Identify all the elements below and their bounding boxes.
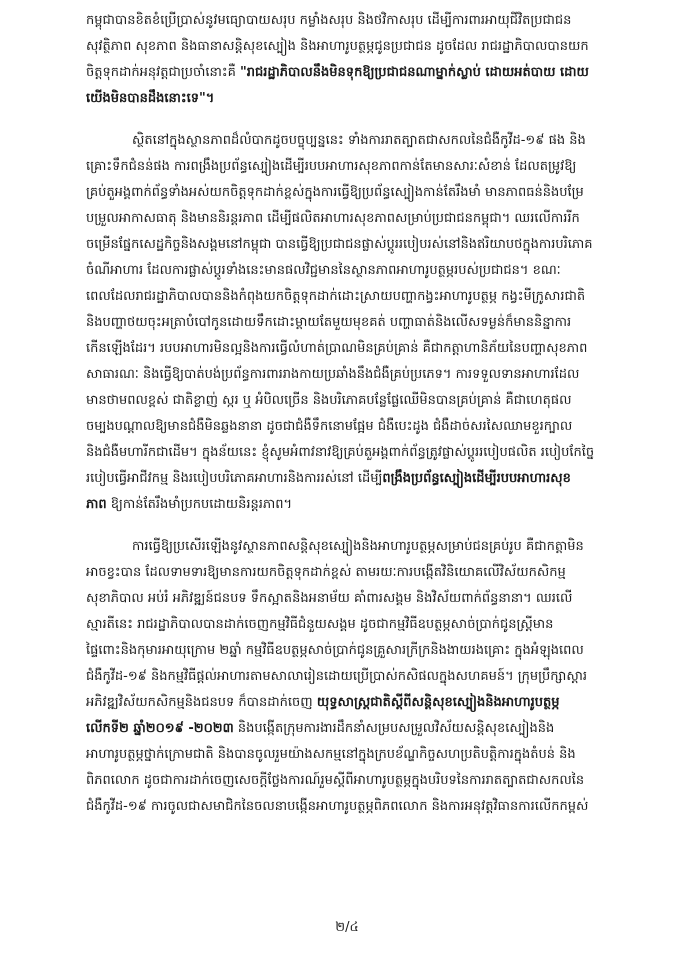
page-number: ២/៤ bbox=[335, 920, 359, 935]
text-line: ការធ្វើឱ្យប្រសើរឡើងនូវស្ថានភាពសន្តិសុខស្បៀងនិងអាហារូបត្ថម្ភសម្រាប់ជនគ្រប់រូប គឺជាកត្តាមិន bbox=[132, 539, 584, 554]
text-line: គ្រប់តួអង្គពាក់ព័ន្ធទាំងអស់យកចិត្តទុកដាក់ខ្ពស់ក្នុងការធ្វើឱ្យប្រព័ន្ធស្បៀងកាន់តែរឹងមាំ មានភាពធន់និងបម្រែ bbox=[86, 185, 584, 200]
text-line: ផ្ទៃពោះនិងកុមារអាយុក្រោម ២ឆ្នាំ កម្មវិធីឧបត្ថម្ភសាច់ប្រាក់ជូនគ្រួសារក្រីក្រនិងងាយរងគ្រោះ ក្នុងអំឡុងពេល bbox=[86, 643, 584, 658]
text-line: និងជំងឺមហារីកជាដើម។ ក្នុងន័យនេះ ខ្ញុំសូមអំពាវនាវឱ្យគ្រប់តួអង្គពាក់ព័ន្ធត្រូវផ្លាស់ប្តូររបៀបផលិត របៀបកែច្នៃ bbox=[86, 445, 595, 460]
text-run: ចិត្តទុកដាក់អនុវត្តជាប្រចាំនោះគឺ bbox=[86, 65, 236, 80]
text-line: អាហារូបត្ថម្ភថ្នាក់ក្រោមជាតិ និងបានចូលរួមយ៉ាងសកម្មនៅក្នុងក្របខ័ណ្ឌកិច្ចសហប្រតិបត្តិការក្នុងតំបន់ និង bbox=[86, 747, 576, 762]
paragraph-1 bbox=[86, 8, 644, 112]
text-line: ចម្រើនផ្នែកសេដ្ឋកិច្ចនិងសង្គមនៅកម្ពុជា បានធ្វើឱ្យប្រជាជនផ្លាស់ប្តូររបៀបរស់នៅនិងឥរិយាបថក្នុងការបរិភោគ bbox=[86, 237, 593, 252]
text-line: មានថាមពលខ្ពស់ ជាតិខ្លាញ់ ស្ករ ឬ អំបិលច្រើន និងបរិភោគបន្លែផ្លែឈើមិនបានគ្រប់គ្រាន់ គឺជាហេតុផល bbox=[86, 393, 572, 408]
quoted-statement-end: យើងមិនបានដឹងនោះទេ"។ bbox=[86, 91, 215, 106]
text-run: អភិវឌ្ឍវិស័យកសិកម្មនិងជនបទ ក៏បានដាក់ចេញ bbox=[86, 695, 313, 710]
text-line bbox=[86, 716, 644, 742]
emphasis-text: ពង្រឹងប្រព័ន្ធស្បៀងដើម្បីរបបអាហារសុខ bbox=[382, 471, 571, 486]
text-line: បម្រួលអាកាសធាតុ និងមាននិរន្តរភាព ដើម្បីផលិតអាហារសុខភាពសម្រាប់ប្រជាជនកម្ពុជា។ ឈរលើការរីក bbox=[86, 211, 580, 226]
text-line: ចំណីអាហារ ដែលការផ្លាស់ប្តូរទាំងនេះមានផលវិជ្ជមាននៃស្ថានភាពអាហារូបត្ថម្ភរបស់ប្រជាជន។ ខណៈ bbox=[86, 263, 561, 278]
text-line: សុខាភិបាល អប់រំ អភិវឌ្ឍន៍ជនបទ ទឹកស្អាតនិងអនាម័យ គាំពារសង្គម និងវិស័យពាក់ព័ន្ធនានា។ ឈរលើ bbox=[86, 591, 573, 606]
text-line: ជំងឺកូវីដ-១៩ និងកម្មវិធីផ្តល់អាហារតាមសាលារៀនដោយប្រើប្រាស់កសិផលក្នុងសហគមន៍។ ក្រុមប្រឹក្សាស្តារ bbox=[86, 669, 587, 684]
text-line: ចម្បងបណ្តាលឱ្យមានជំងឺមិនឆ្លងនានា ដូចជាជំងឺទឹកនោមផ្អែម ជំងឺបេះដូង ជំងឺដាច់សរសៃឈាមខួរក្បាល bbox=[86, 419, 573, 434]
text-line: ស្មារតីនេះ រាជរដ្ឋាភិបាលបានដាក់ចេញកម្មវិធីជំនួយសង្គម ដូចជាកម្មវិធីឧបត្ថម្ភសាច់ប្រាក់ជូនស្ត្រីមាន bbox=[86, 617, 554, 632]
text-line: កម្ពុជាបានខិតខំប្រើប្រាស់នូវមធ្យោបាយសរុប កម្លាំងសរុប និងថវិកាសរុប ដើម្បីការពារអាយុជីវិតប្រជាជន bbox=[86, 13, 572, 28]
text-line: ស្ថិតនៅក្នុងស្ថានភាពដ៏លំបាកដូចបច្ចុប្បន្ននេះ ទាំងការរាតត្បាតជាសកលនៃជំងឺកូវីដ-១៩ ផង និង bbox=[132, 133, 586, 148]
text-line: ជំងឺកូវីដ-១៩ ការចូលជាសមាជិកនៃចលនាបង្កើនអាហារូបត្ថម្ភពិភពលោក និងការអនុវត្តវិធានការលើកកម្ពស់ bbox=[86, 799, 589, 814]
strategy-title: យុទ្ធសាស្ត្រជាតិស្តីពីសន្តិសុខស្បៀងនិងអាហារូបត្ថម្ភ bbox=[316, 695, 560, 710]
text-line: កើនឡើងដែរ។ របបអាហារមិនល្អនិងការធ្វើលំហាត់ប្រាណមិនគ្រប់គ្រាន់ គឺជាកត្តាហានិភ័យនៃបញ្ហាសុខភាព bbox=[86, 341, 588, 356]
text-line: សាធារណៈ និងធ្វើឱ្យបាត់បង់ប្រព័ន្ធការពាររាងកាយប្រឆាំងនឹងជំងឺគ្រប់ប្រភេទ។ ការទទួលទានអាហារដែល bbox=[86, 367, 580, 382]
text-line bbox=[86, 60, 644, 86]
text-line: សុវត្ថិភាព សុខភាព និងធានាសន្តិសុខស្បៀង និងអាហារូបត្ថម្ភជូនប្រជាជន ដូចដែល រាជរដ្ឋាភិបាលបានយក bbox=[86, 39, 589, 54]
text-run: និងបង្កើតក្រុមការងារដឹកនាំសម្របសម្រួលវិស័យសន្តិសុខស្បៀងនិង bbox=[233, 721, 555, 736]
emphasis-text: ភាព bbox=[86, 497, 107, 512]
text-line: អាចខ្វះបាន ដែលទាមទារឱ្យមានការយកចិត្តទុកដាក់ខ្ពស់ តាមរយៈការបង្កើតវិនិយោគលើវិស័យកសិកម្ម bbox=[86, 565, 566, 580]
text-line bbox=[86, 86, 644, 112]
strategy-title-end: លើកទី២ ឆ្នាំ២០១៩ -២០២៣ bbox=[86, 721, 234, 736]
text-run: របៀបធ្វើអាជីវកម្ម និងរបៀបបរិភោគអាហារនិងការរស់នៅ ដើម្បី bbox=[86, 471, 383, 486]
text-line bbox=[86, 492, 644, 518]
text-line bbox=[86, 466, 644, 492]
text-line: និងបញ្ហាថយចុះអត្រាបំបៅកូនដោយទឹកដោះម្តាយតែមួយមុខគត់ បញ្ហាធាត់និងលើសទម្ងន់ក៏មាននិន្នាការ bbox=[86, 315, 572, 330]
text-line bbox=[86, 690, 644, 716]
text-line: ពិភពលោក ដូចជាការដាក់ចេញសេចក្តីថ្លែងការណ៍រួមស្តីពីអាហារូបត្ថម្ភក្នុងបរិបទនៃការរាតត្បាតជាសកលនៃ bbox=[86, 773, 585, 788]
quoted-statement: "រាជរដ្ឋាភិបាលនឹងមិនទុកឱ្យប្រជាជនណាម្នាក់ស្លាប់ ដោយអត់បាយ ដោយ bbox=[240, 65, 589, 80]
text-run: ឱ្យកាន់តែរឹងមាំប្រកបដោយនិរន្តរភាព។ bbox=[106, 497, 293, 512]
text-line: ពេលដែលរាជរដ្ឋាភិបាលបាននិងកំពុងយកចិត្តទុកដាក់ដោះស្រាយបញ្ហាកង្វះអាហារូបត្ថម្ភ កង្វះមីក្រូសារជាតិ bbox=[86, 289, 586, 304]
paragraph-2 bbox=[86, 128, 644, 518]
text-line: គ្រោះទឹកជំនន់ផង ការពង្រឹងប្រព័ន្ធស្បៀងដើម្បីរបបអាហារសុខភាពកាន់តែមានសារៈសំខាន់ ដែលតម្រូវឱ្យ bbox=[86, 159, 577, 174]
paragraph-3 bbox=[86, 534, 644, 820]
